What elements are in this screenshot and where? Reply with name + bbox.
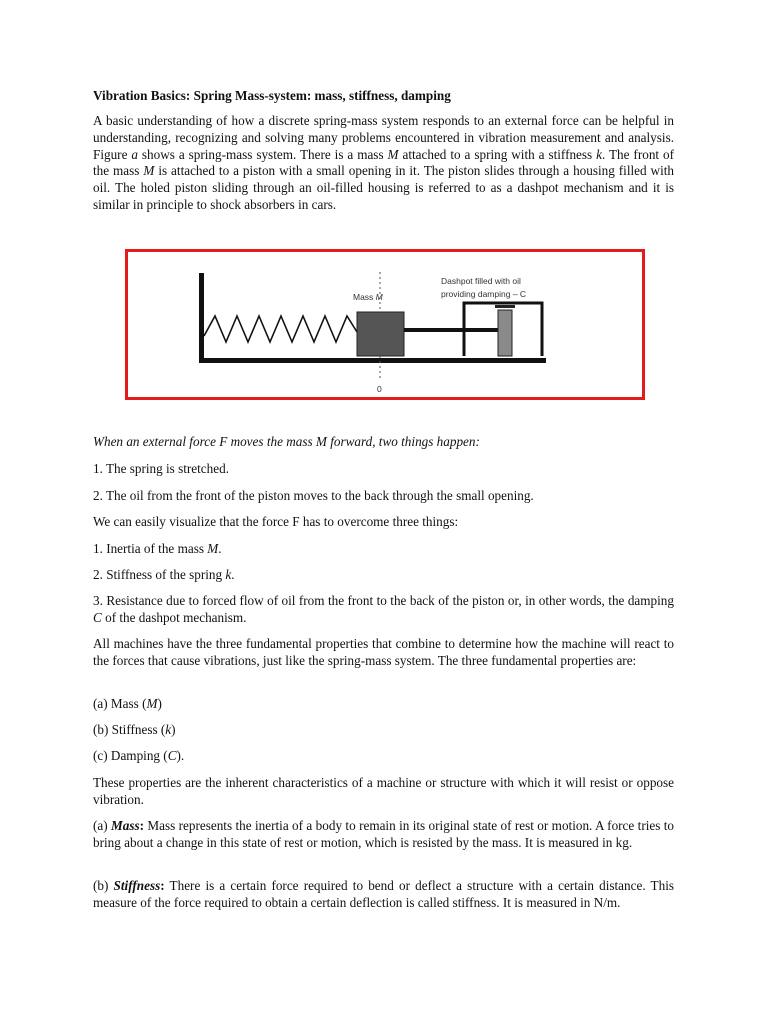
ground-line <box>199 358 546 363</box>
property-stiffness: (b) Stiffness (k) <box>93 722 176 737</box>
property-damping: (c) Damping (C). <box>93 748 185 763</box>
mass-block <box>357 312 404 356</box>
mass-definition: (a) Mass: Mass represents the inertia of a body to remain in its original state of rest or motion. A force tries to bring about a change in this state of rest or motion, which is resisted by the mass. It is measured in kg. <box>93 818 674 850</box>
piston-cap <box>495 305 515 308</box>
visualize-text: We can easily visualize that the force F has to overcome three things: <box>93 514 459 529</box>
piston <box>498 310 512 356</box>
mass-label: Mass M <box>353 292 383 302</box>
piston-rod <box>404 328 498 332</box>
intro-paragraph: A basic understanding of how a discrete spring-mass system responds to an external force can be helpful in understanding, recognizing and solving many problems encountered in vibration measurement and analysis. Figure a shows a spring-mass system. There is a mass M attached to a spring with a stiffness k. The front of the mass M is attached to a piston with a small opening in it. The piston slides through a housing filled with oil. The holed piston sliding through an oil-filled housing is referred to as a dashpot mechanism and it is similar in principle to shock absorbers in cars. <box>93 113 675 212</box>
zero-label: 0 <box>377 384 382 394</box>
dashpot-label-line1: Dashpot filled with oil <box>441 276 521 286</box>
overcome-item-2: 2. Stiffness of the spring k. <box>93 567 235 582</box>
machines-paragraph: All machines have the three fundamental properties that combine to determine how the machine will react to the forces that cause vibrations, just like the spring-mass system. The three fundamental properties are: <box>93 636 674 668</box>
inherent-paragraph: These properties are the inherent characteristics of a machine or structure with which it will resist or oppose vibration. <box>93 775 674 807</box>
fixed-wall <box>199 273 204 363</box>
overcome-item-3: 3. Resistance due to forced flow of oil from the front to the back of the piston or, in other words, the damping C of the dashpot mechanism. <box>93 593 674 625</box>
page-title: Vibration Basics: Spring Mass-system: mass, stiffness, damping <box>93 88 451 103</box>
happen-item-2: 2. The oil from the front of the piston moves to the back through the small opening. <box>93 488 534 503</box>
happen-item-1: 1. The spring is stretched. <box>93 461 230 476</box>
property-mass: (a) Mass (M) <box>93 696 162 711</box>
spring-mass-diagram <box>128 252 642 397</box>
dashpot-label-line2: providing damping – C <box>441 289 527 299</box>
when-text: When an external force F moves the mass M forward, two things happen: <box>93 434 480 449</box>
spring-mass-figure <box>125 249 645 400</box>
spring-coil <box>204 316 357 342</box>
stiffness-definition: (b) Stiffness: There is a certain force required to bend or deflect a structure with a certain distance. This measure of the force required to obtain a certain deflection is called stiffness. It is measured in N/m. <box>93 878 674 910</box>
overcome-item-1: 1. Inertia of the mass M. <box>93 541 222 556</box>
